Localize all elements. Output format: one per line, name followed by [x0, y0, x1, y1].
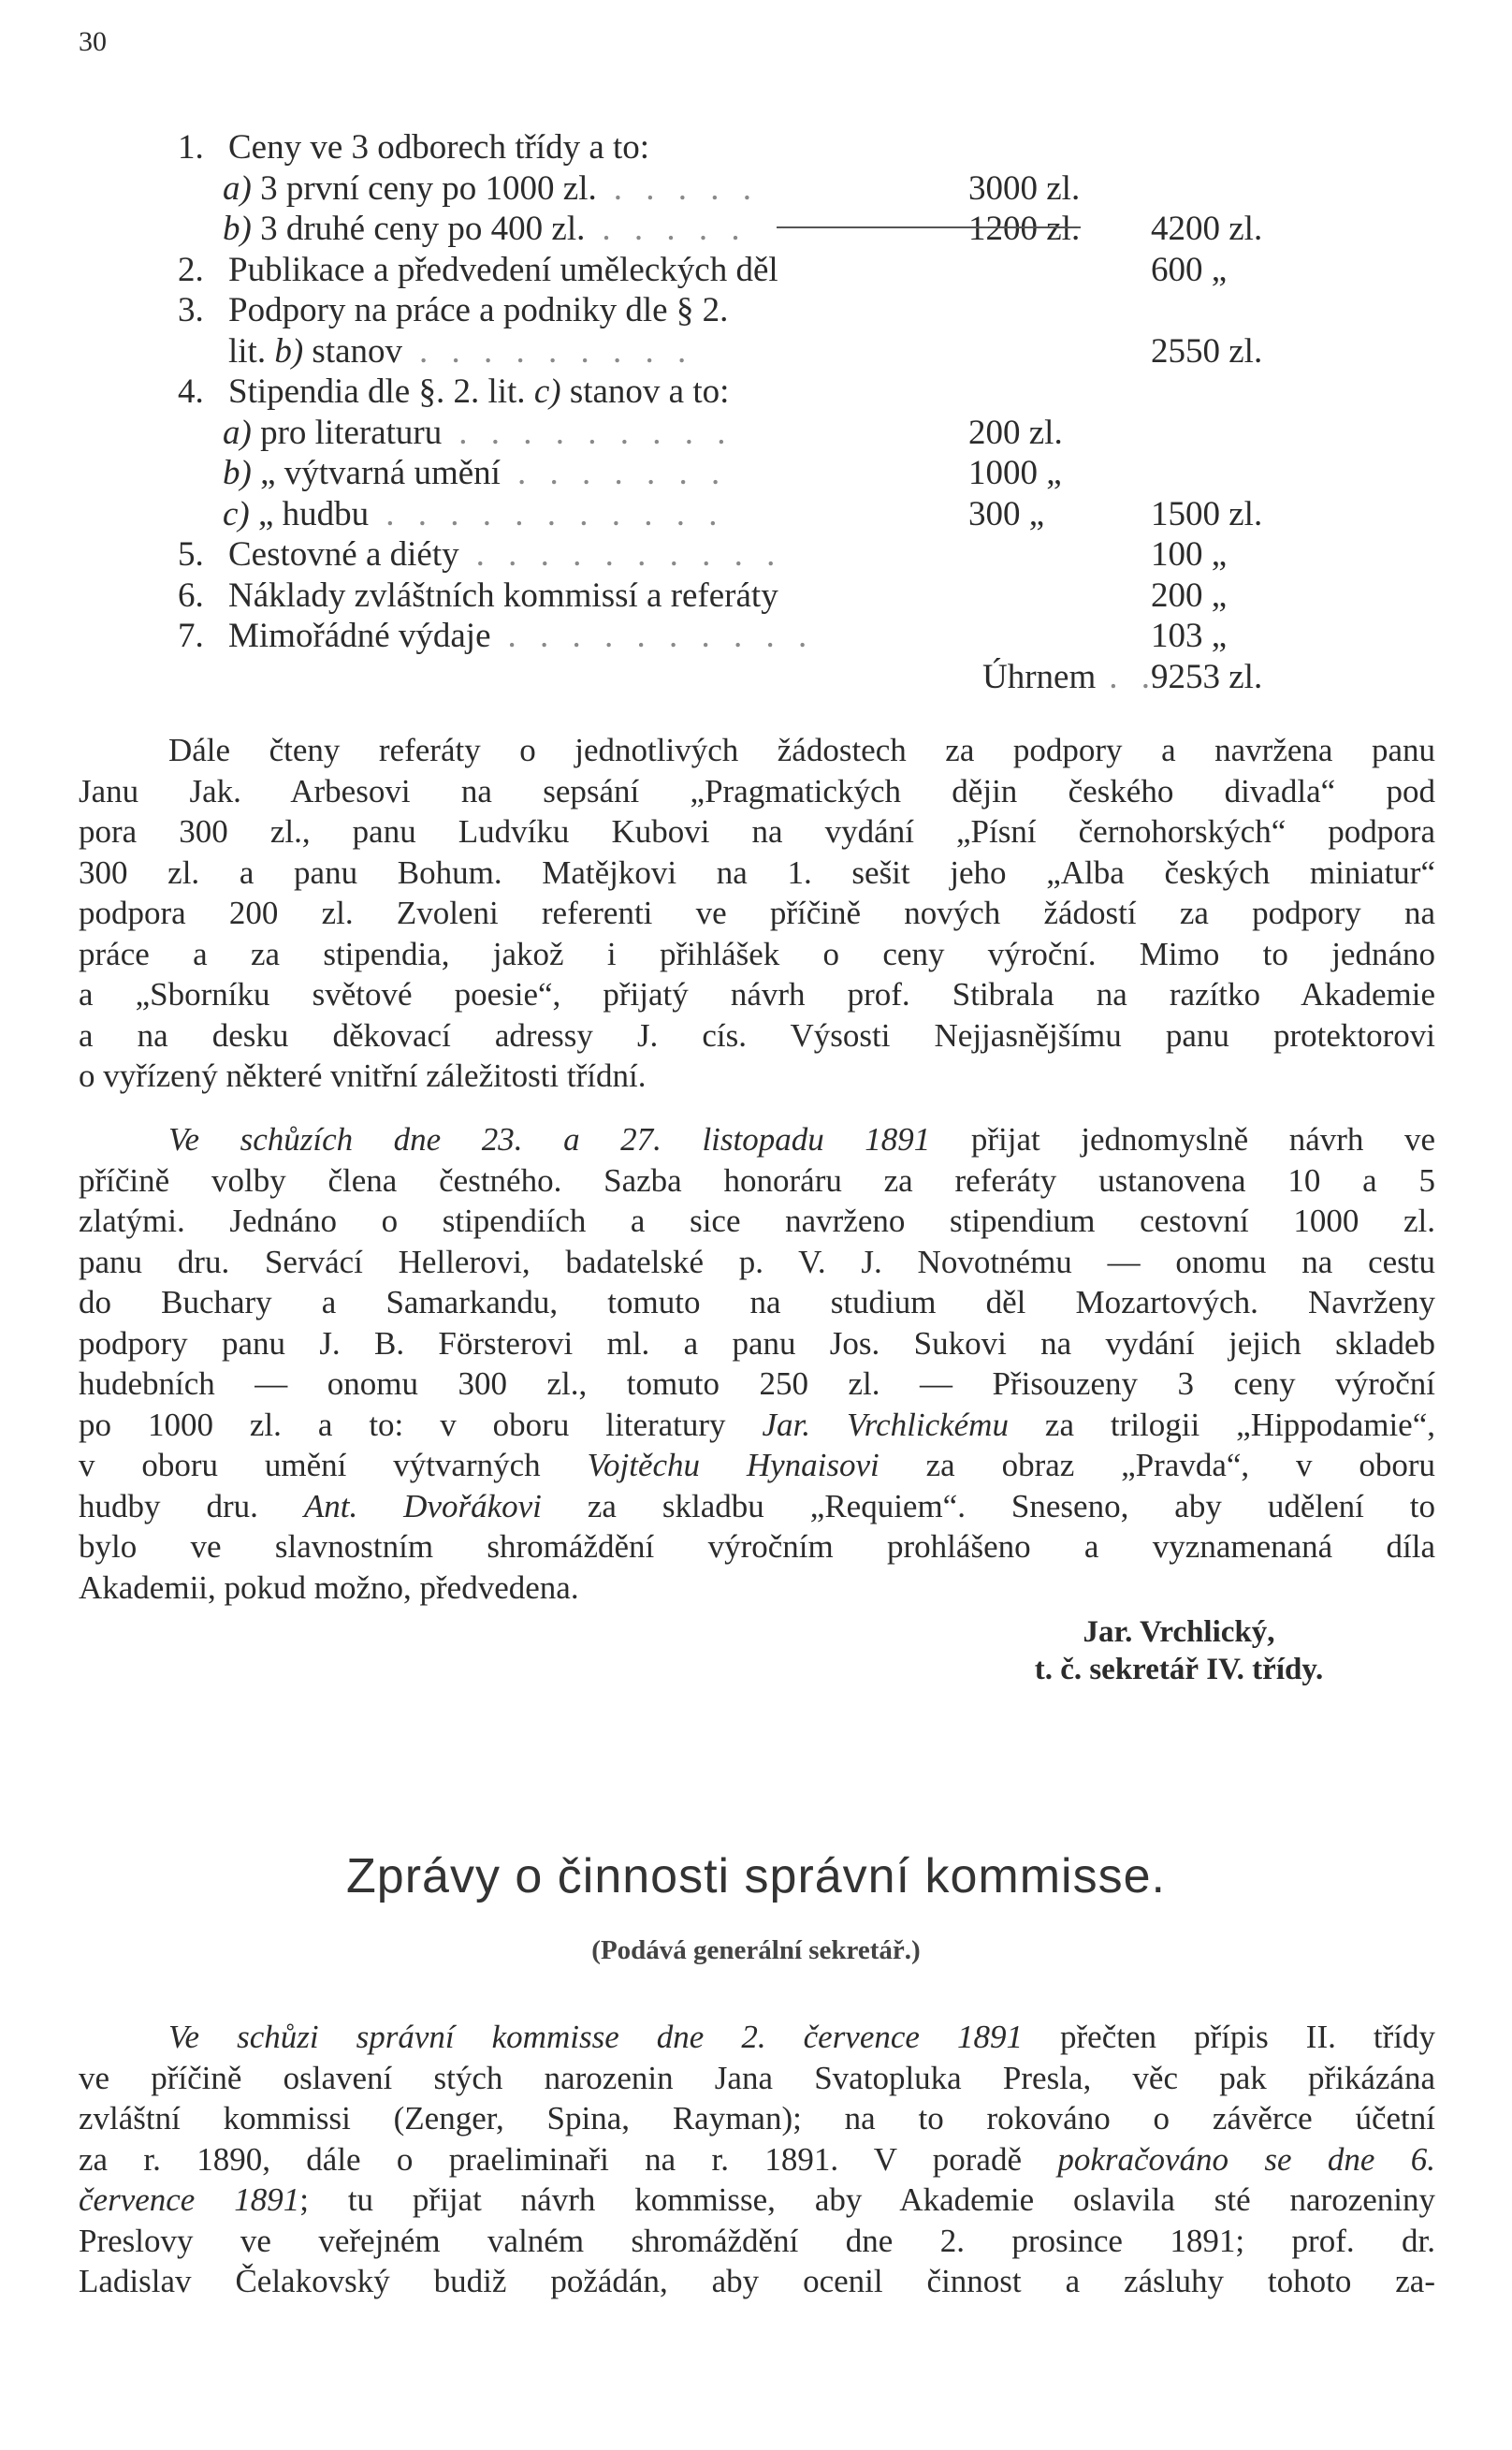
paragraph-line: [79, 2017, 1435, 2058]
budget-row: [178, 576, 1319, 617]
name-italic: Ant. Dvořákovi: [303, 1487, 542, 1524]
budget-row-amount: 200 zl.: [968, 413, 1063, 452]
budget-row: [178, 534, 1319, 576]
line-text: přijat jednomyslně návrh ve: [930, 1121, 1435, 1158]
page-number: 30: [79, 26, 107, 57]
paragraph-line: a na desku děkovací adressy J. cís. Výsosti Nejjasnějšímu panu protektorovi: [79, 1016, 1435, 1054]
budget-row-label: [223, 168, 759, 210]
paragraph-referaty: [79, 730, 1435, 1097]
dot-leader: . . . . .: [602, 210, 748, 248]
line-text: ; tu přijat návrh kommisse, aby Akademie oslavila sté narozeniny: [299, 2181, 1435, 2218]
line-text: hudby dru.: [79, 1487, 304, 1524]
date-italic: července 1891: [79, 2181, 300, 2218]
budget-row-number: 6.: [178, 576, 204, 615]
budget-list: [178, 127, 1319, 697]
label-italic-letter: b): [223, 210, 252, 248]
budget-row-label: [223, 209, 748, 250]
label-prefix: Stipendia dle §. 2. lit.: [228, 372, 534, 411]
paragraph-line: 300 zl. a panu Bohum. Matějkovi na 1. sešit jeho „Alba českých miniatur“: [79, 853, 1435, 891]
paragraph-line: [79, 2180, 1435, 2221]
label-italic-letter: c): [223, 494, 250, 533]
signature: [982, 1613, 1375, 1688]
budget-row-amount: 3000 zl.: [968, 168, 1081, 208]
paragraph-line: ve příčině oslavení stých narozenin Jana Svatopluka Presla, věc pak přikázána: [79, 2059, 1435, 2096]
budget-row-label: [223, 494, 724, 535]
budget-row-subtotal: 600 „: [1151, 250, 1228, 289]
label-text: „ výtvarná umění: [251, 454, 501, 492]
paragraph-line: zlatými. Jednáno o stipendiích a sice navrženo stipendium cestovní 1000 zl.: [79, 1203, 1435, 1239]
paragraph-line: Preslovy ve veřejném valném shromáždění dne 2. prosince 1891; prof. dr.: [79, 2222, 1435, 2259]
budget-row-label: [223, 453, 727, 494]
label-prefix: lit.: [228, 331, 275, 371]
paragraph-line: do Buchary a Samarkandu, tomuto na studium děl Mozartových. Navrženy: [79, 1284, 1435, 1320]
date-italic: pokračováno se dne 6.: [1057, 2140, 1435, 2178]
dot-leader: . . . . . . . . . .: [475, 535, 783, 574]
paragraph-line: [79, 1445, 1435, 1486]
budget-row-number: 7.: [178, 617, 204, 655]
subtotal-rule-1: [777, 226, 926, 228]
paragraph-line: podpory panu J. B. Försterovi ml. a panu Jos. Sukovi na vydání jejich skladeb: [79, 1324, 1435, 1362]
budget-row: [178, 209, 1319, 250]
label-text: stanov: [303, 331, 403, 371]
date-italic: Ve schůzích dne 23. a 27. listopadu 1891: [168, 1121, 931, 1158]
name-italic: Jar. Vrchlickému: [762, 1406, 1009, 1443]
budget-row-subtotal: 200 „: [1151, 576, 1228, 615]
budget-row-amount: 300 „: [968, 494, 1045, 533]
section-title: Zprávy o činnosti správní kommisse.: [346, 1849, 1166, 1903]
label-text: „ hudbu: [249, 494, 370, 533]
dot-leader: . . . . . . . . . .: [507, 617, 815, 655]
budget-row-label: [228, 616, 814, 657]
section-subtitle: (Podává generální sekretář.): [591, 1935, 921, 1965]
label-italic-letter: b): [274, 331, 304, 371]
paragraph-line: podpora 200 zl. Zvoleni referenti ve příčině nových žádostí za podpory na: [79, 895, 1435, 931]
budget-row-number: 4.: [178, 372, 204, 411]
budget-row: [178, 250, 1319, 291]
paragraph-line: pora 300 zl., panu Ludvíku Kubovi na vydání „Písní černohorských“ podpora: [79, 813, 1435, 850]
budget-row-amount: 1200 zl.: [968, 210, 1081, 248]
budget-row-number: 1.: [178, 128, 204, 167]
budget-row-subtotal: 103 „: [1151, 617, 1228, 655]
paragraph-line: Janu Jak. Arbesovi na sepsání „Pragmatických dějin českého divadla“ pod: [79, 772, 1435, 809]
paragraph-line: [79, 1405, 1435, 1446]
budget-row-subtotal: 1500 zl.: [1151, 494, 1263, 533]
paragraph-line: a „Sborníku světové poesie“, přijatý návrh prof. Stibrala na razítko Akademie: [79, 976, 1435, 1013]
paragraph-line: zvláštní kommissi (Zenger, Spina, Rayman); na to rokováno o závěrce účetní: [79, 2100, 1435, 2136]
label-italic-letter: a): [223, 168, 252, 208]
budget-row: [178, 168, 1319, 210]
budget-row-label: [228, 576, 778, 617]
line-text: přečten přípis II. třídy: [1022, 2019, 1435, 2055]
budget-total-value: 9253 zl.: [1151, 657, 1263, 696]
total-label-text: Úhrnem: [982, 657, 1097, 696]
budget-row: [178, 127, 1319, 168]
budget-row-number: 2.: [178, 250, 204, 289]
signature-name: Jar. Vrchlický,: [1083, 1615, 1275, 1649]
label-text: Náklady zvláštních kommissí a referáty: [228, 576, 778, 615]
dot-leader: . .: [1109, 657, 1157, 696]
budget-row-label: [228, 127, 649, 168]
label-text: pro literaturu: [251, 413, 443, 452]
name-italic: Vojtěchu Hynaisovi: [587, 1447, 880, 1483]
budget-row: [178, 372, 1319, 413]
budget-total-label: [982, 657, 1157, 698]
budget-row-number: 3.: [178, 291, 204, 329]
paragraph-line: hudebních — onomu 300 zl., tomuto 250 zl. — Přisouzeny 3 ceny výroční: [79, 1365, 1435, 1402]
label-text: 3 druhé ceny po 400 zl.: [251, 210, 586, 248]
label-text: Cestovné a diéty: [228, 535, 459, 574]
budget-row-subtotal: 100 „: [1151, 535, 1228, 574]
budget-row-subtotal: 4200 zl.: [1151, 210, 1263, 248]
label-text: stanov a to:: [560, 372, 730, 411]
line-text: po 1000 zl. a to: v oboru literatury: [79, 1406, 763, 1443]
paragraph-line: [79, 1119, 1435, 1160]
budget-row: [178, 290, 1319, 331]
paragraph-line: příčině volby člena čestného. Sazba honoráru za referáty ustanovena 10 a 5: [79, 1161, 1435, 1199]
budget-row-label: [228, 331, 693, 372]
budget-row: [178, 616, 1319, 657]
label-italic-letter: c): [533, 372, 561, 411]
budget-row-label: [228, 250, 778, 291]
paragraph-line: Akademii, pokud možno, předvedena.: [79, 1568, 579, 1606]
line-text: za trilogii „Hippodamie“,: [1008, 1406, 1435, 1443]
paragraph-line: Ladislav Čelakovský budiž požádán, aby ocenil činnost a zásluhy tohoto za-: [79, 2263, 1435, 2299]
signature-title: t. č. sekretář IV. třídy.: [1034, 1653, 1324, 1686]
paragraph-line: [79, 1486, 1435, 1527]
budget-row-subtotal: 2550 zl.: [1151, 331, 1263, 371]
line-text: v oboru umění výtvarných: [79, 1447, 588, 1483]
paragraph-line: panu dru. Servácí Hellerovi, badatelské p. V. J. Novotnému — onomu na cestu: [79, 1243, 1435, 1280]
budget-row-label: [228, 534, 782, 576]
paragraph-line: o vyřízený některé vnitřní záležitosti třídní.: [79, 1057, 647, 1094]
dot-leader: . . . . . . .: [516, 454, 728, 492]
paragraph-line: bylo ve slavnostním shromáždění výročním prohlášeno a vyznamenaná díla: [79, 1528, 1435, 1565]
label-text: Publikace a předvedení uměleckých děl: [228, 250, 778, 289]
budget-row: [178, 331, 1319, 372]
dot-leader: . . . . .: [613, 168, 759, 208]
subtotal-rule-2: [922, 226, 1081, 228]
line-text: za skladbu „Requiem“. Sneseno, aby udělení to: [541, 1487, 1436, 1524]
dot-leader: . . . . . . . . . . .: [385, 494, 725, 533]
budget-row: [178, 494, 1319, 535]
budget-row-amount: 1000 „: [968, 454, 1062, 492]
budget-row: [178, 413, 1319, 454]
label-text: Mimořádné výdaje: [228, 617, 491, 655]
label-text: 3 první ceny po 1000 zl.: [251, 168, 597, 208]
line-text: za obraz „Pravda“, v oboru: [879, 1447, 1436, 1483]
paragraph-schuze-listopadu: [79, 1119, 1435, 1608]
date-italic: Ve schůzi správní kommisse dne 2. července 1891: [168, 2019, 1023, 2055]
dot-leader: . . . . . . . . .: [458, 413, 734, 452]
budget-row-number: 5.: [178, 535, 204, 574]
label-text: Ceny ve 3 odborech třídy a to:: [228, 128, 650, 167]
paragraph-line: [79, 2139, 1435, 2180]
paragraph-spravni-kommisse: [79, 2017, 1435, 2302]
paragraph-line: Dále čteny referáty o jednotlivých žádostech za podpory a navržena panu: [168, 732, 1435, 768]
dot-leader: . . . . . . . . .: [419, 331, 694, 371]
paragraph-line: práce a za stipendia, jakož i přihlášek o ceny výroční. Mimo to jednáno: [79, 935, 1435, 972]
line-text: za r. 1890, dále o praeliminaři na r. 1891. V poradě: [79, 2140, 1058, 2178]
label-text: Podpory na práce a podniky dle § 2.: [228, 291, 729, 329]
budget-row-label: [223, 413, 734, 454]
budget-row-label: [228, 290, 728, 331]
label-italic-letter: a): [223, 413, 252, 452]
budget-row-label: [228, 372, 729, 413]
budget-row: [178, 453, 1319, 494]
budget-total-row: [178, 657, 1319, 698]
label-italic-letter: b): [223, 454, 252, 492]
